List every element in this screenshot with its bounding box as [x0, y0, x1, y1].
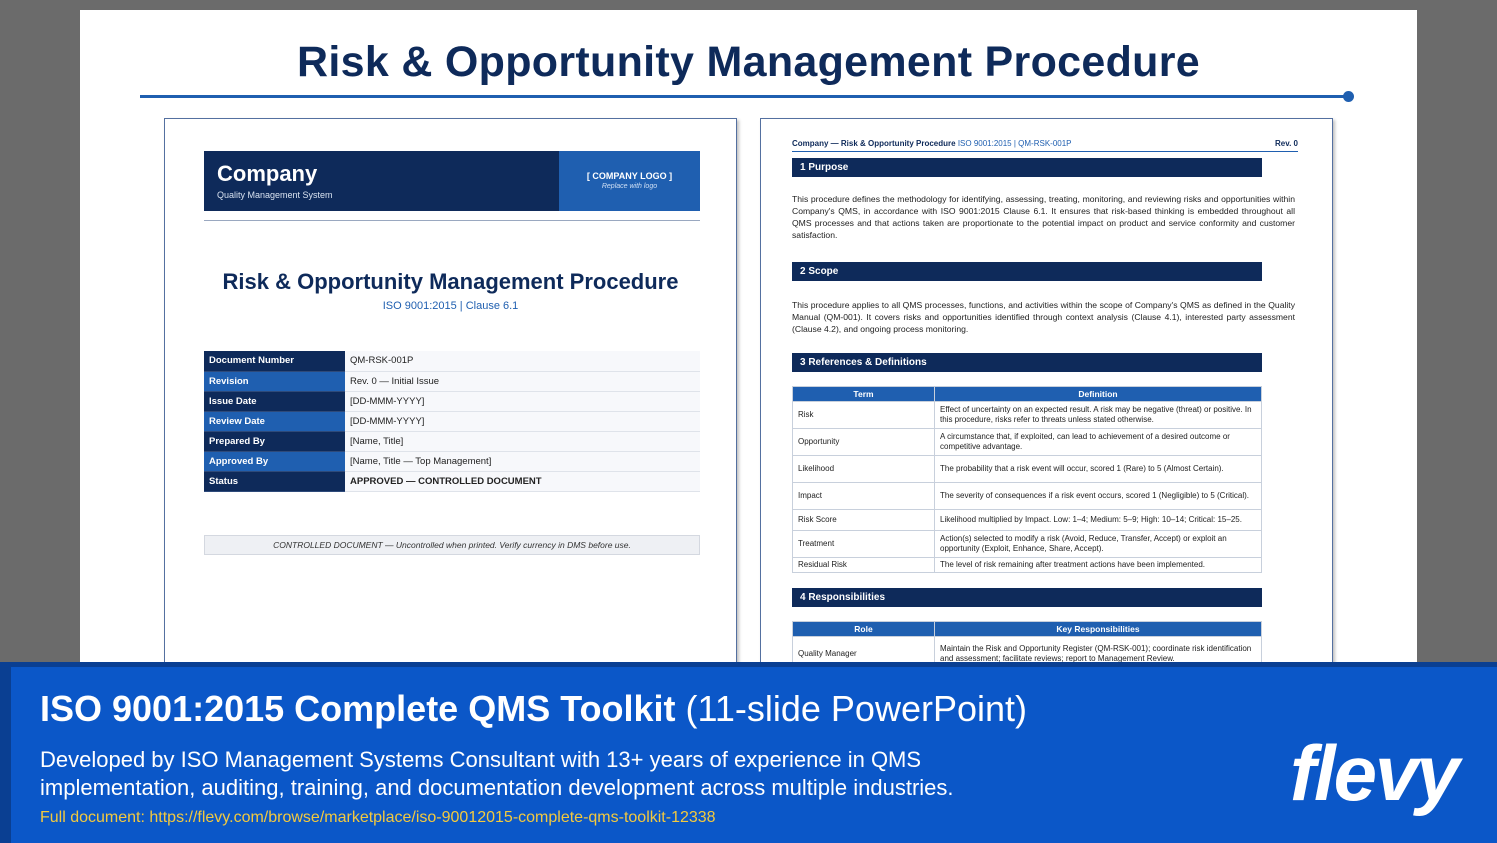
controlled-document-notice: CONTROLLED DOCUMENT — Uncontrolled when printed. Verify currency in DMS before use. — [204, 535, 700, 555]
cover-header-band — [204, 151, 700, 211]
full-document-link[interactable]: Full document: https://flevy.com/browse/marketplace/iso-90012015-complete-qms-toolkit-12338 — [40, 809, 716, 826]
term-cell: Impact — [793, 483, 935, 510]
table-row — [793, 456, 1262, 483]
table-row — [204, 431, 700, 451]
info-key: Status — [204, 471, 345, 491]
table-row — [204, 391, 700, 411]
cover-company-name: Company — [217, 161, 318, 186]
cover-page — [164, 118, 737, 665]
company-logo-placeholder — [559, 151, 700, 211]
table-header-row — [793, 622, 1262, 637]
page-header-ref: ISO 9001:2015 | QM-RSK-001P — [957, 139, 1072, 148]
table-row — [793, 558, 1262, 573]
table-row — [793, 637, 1262, 666]
term-cell: Residual Risk — [793, 558, 935, 573]
section-heading-purpose: 1 Purpose — [792, 158, 1262, 177]
table-header-row — [793, 387, 1262, 402]
info-value: [Name, Title — Top Management] — [345, 451, 700, 471]
term-cell: Risk — [793, 402, 935, 429]
role-cell: Quality Manager — [793, 637, 935, 666]
title-rule-dot — [1343, 91, 1354, 102]
column-header: Role — [793, 622, 935, 637]
logo-hint: Replace with logo — [601, 183, 658, 190]
table-row — [204, 351, 700, 371]
table-row — [793, 483, 1262, 510]
banner-title — [40, 688, 1027, 730]
term-cell: Likelihood — [793, 456, 935, 483]
cover-qms-label: Quality Management System — [217, 190, 333, 200]
info-value: [Name, Title] — [345, 431, 700, 451]
info-key: Approved By — [204, 451, 345, 471]
banner-title-light: (11-slide PowerPoint) — [675, 688, 1028, 729]
info-key: Issue Date — [204, 391, 345, 411]
doc-subtitle: ISO 9001:2015 | Clause 6.1 — [382, 300, 519, 312]
term-cell: Opportunity — [793, 429, 935, 456]
table-row — [204, 411, 700, 431]
content-page — [760, 118, 1333, 665]
responsibilities-table — [792, 621, 1262, 665]
info-key: Document Number — [204, 351, 345, 371]
table-row — [204, 371, 700, 391]
table-row — [793, 510, 1262, 531]
slide — [80, 10, 1417, 665]
term-cell: Treatment — [793, 531, 935, 558]
column-header: Definition — [935, 387, 1262, 402]
page-header-title: Company — Risk & Opportunity Procedure — [792, 139, 956, 148]
scope-text: This procedure applies to all QMS processes, functions, and activities within the scope of Company's QMS as defined in the Quality Manual (QM-001). It covers risks and opportunities identified through context analysis (Clause 4.1), interested party assessment (Clause 4.2), and ongoing process monitoring. — [792, 300, 1295, 334]
definitions-table — [792, 386, 1262, 573]
banner-top-rule — [0, 662, 1497, 667]
definition-cell: Likelihood multiplied by Impact. Low: 1–4; Medium: 5–9; High: 10–14; Critical: 15–25. — [935, 510, 1262, 531]
info-value: Rev. 0 — Initial Issue — [345, 371, 700, 391]
slide-title: Risk & Opportunity Management Procedure — [297, 38, 1200, 86]
section-heading-scope: 2 Scope — [792, 262, 1262, 281]
section-heading-responsibilities: 4 Responsibilities — [792, 588, 1262, 607]
table-row — [793, 402, 1262, 429]
term-cell: Risk Score — [793, 510, 935, 531]
responsibility-cell: Maintain the Risk and Opportunity Register (QM-RSK-001); coordinate risk identification and assessment; facilitate reviews; report to Management Review. — [935, 637, 1262, 666]
definition-cell: The probability that a risk event will occur, scored 1 (Rare) to 5 (Almost Certain). — [935, 456, 1262, 483]
column-header: Term — [793, 387, 935, 402]
definition-cell: The level of risk remaining after treatment actions have been implemented. — [935, 558, 1262, 573]
info-key: Review Date — [204, 411, 345, 431]
info-value: [DD-MMM-YYYY] — [345, 411, 700, 431]
info-value: [DD-MMM-YYYY] — [345, 391, 700, 411]
definition-cell: A circumstance that, if exploited, can lead to achievement of a desired outcome or competitive advantage. — [935, 429, 1262, 456]
flevy-logo: flevy — [1290, 729, 1458, 817]
page-header — [792, 139, 1298, 148]
page-header-rule — [792, 151, 1298, 152]
definition-cell: Action(s) selected to modify a risk (Avoid, Reduce, Transfer, Accept) or exploit an opportunity (Exploit, Enhance, Share, Accept). — [935, 531, 1262, 558]
table-row — [204, 451, 700, 471]
section-heading-references: 3 References & Definitions — [792, 353, 1262, 372]
table-row — [793, 429, 1262, 456]
cover-divider — [204, 220, 700, 221]
table-row — [793, 531, 1262, 558]
page-header-revision: Rev. 0 — [1275, 139, 1298, 148]
info-key: Revision — [204, 371, 345, 391]
definition-cell: The severity of consequences if a risk event occurs, scored 1 (Negligible) to 5 (Critical). — [935, 483, 1262, 510]
banner-title-bold: ISO 9001:2015 Complete QMS Toolkit — [40, 688, 676, 729]
info-key: Prepared By — [204, 431, 345, 451]
doc-title: Risk & Opportunity Management Procedure — [222, 269, 679, 294]
definition-cell: Effect of uncertainty on an expected result. A risk may be negative (threat) or positive. In this procedure, risks refer to threats unless stated otherwise. — [935, 402, 1262, 429]
column-header: Key Responsibilities — [935, 622, 1262, 637]
info-value: APPROVED — CONTROLLED DOCUMENT — [345, 471, 700, 491]
banner-description: Developed by ISO Management Systems Consultant with 13+ years of experience in QMS implementation, auditing, training, and documentation development across multiple industries. — [40, 747, 954, 800]
purpose-text: This procedure defines the methodology for identifying, assessing, treating, monitoring, and reviewing risks and opportunities within Company's QMS, in accordance with ISO 9001:2015 Clause 6.1. It ensures that risk-based thinking is embedded throughout all QMS processes and that actions taken are proportionate to the potential impact on product and service conformity and customer satisfaction. — [792, 194, 1295, 240]
info-value: QM-RSK-001P — [345, 351, 700, 371]
logo-label: [ COMPANY LOGO ] — [586, 171, 673, 181]
title-rule — [140, 95, 1345, 98]
table-row — [204, 471, 700, 491]
document-info-table — [204, 351, 700, 492]
